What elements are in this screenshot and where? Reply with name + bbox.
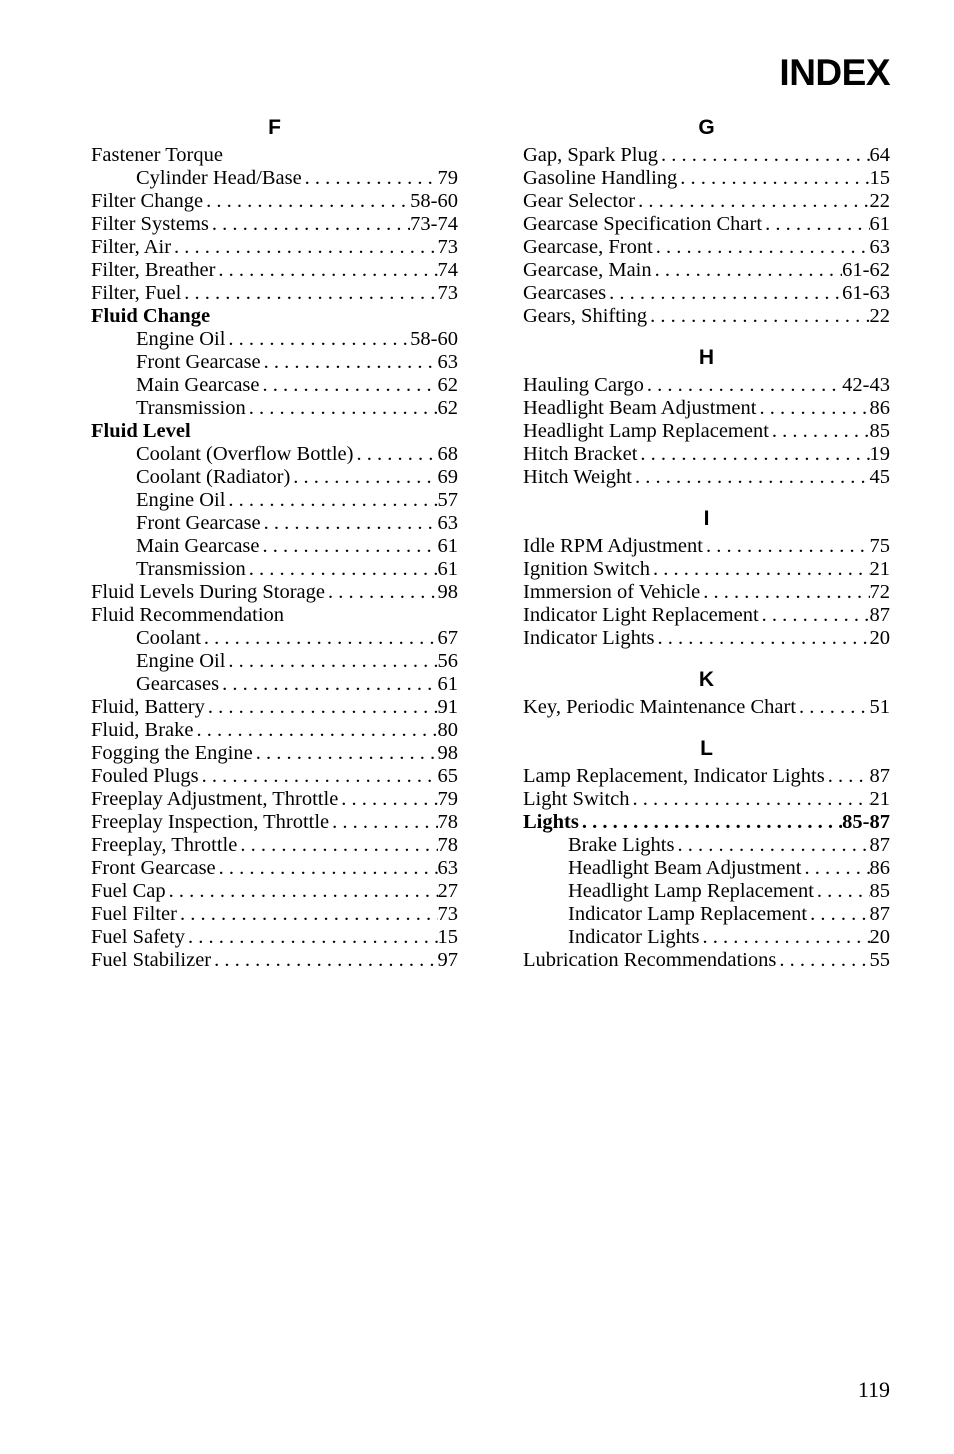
dot-leader	[302, 167, 438, 190]
entry-page: 62	[437, 374, 458, 396]
index-subentry	[91, 650, 458, 673]
entry-text: Fastener Torque	[91, 144, 223, 166]
index-subentry	[91, 328, 458, 351]
entry-text: Indicator Light Replacement	[523, 604, 759, 626]
entry-text: Cylinder Head/Base	[136, 167, 302, 189]
index-subentry	[523, 880, 890, 903]
entry-text: Main Gearcase	[136, 535, 260, 557]
index-subentry	[91, 535, 458, 558]
dot-leader	[650, 558, 870, 581]
section-letter: K	[698, 668, 715, 691]
dot-leader	[261, 351, 438, 374]
entry-text: Fluid Levels During Storage	[91, 581, 326, 603]
entry-text: Coolant (Radiator)	[136, 466, 291, 488]
index-entry	[523, 811, 890, 834]
index-entry	[523, 282, 890, 305]
entry-text: Filter, Breather	[91, 259, 216, 281]
entry-page: 73	[437, 282, 458, 304]
index-section	[523, 342, 890, 489]
dot-leader	[353, 443, 437, 466]
dot-leader	[700, 581, 869, 604]
entry-text: Gearcase Specification Chart	[523, 213, 763, 235]
entry-text: Front Gearcase	[136, 512, 261, 534]
dot-leader	[658, 144, 870, 167]
entry-page: 79	[437, 167, 458, 189]
entry-page: 22	[869, 190, 890, 212]
index-entry	[91, 880, 458, 903]
dot-leader	[338, 788, 437, 811]
entry-text: Lamp Replacement, Indicator Lights	[523, 765, 825, 787]
entry-text: Fuel Safety	[91, 926, 185, 948]
dot-leader	[629, 788, 869, 811]
index-subentry	[91, 489, 458, 512]
dot-leader	[166, 880, 438, 903]
dot-leader	[635, 190, 869, 213]
entry-page: 19	[869, 443, 890, 465]
index-entry	[91, 742, 458, 765]
index-entry	[91, 788, 458, 811]
dot-leader	[825, 765, 870, 788]
dot-leader	[246, 397, 438, 420]
entry-text: Lubrication Recommendations	[523, 949, 777, 971]
entry-page: 72	[869, 581, 890, 603]
index-entry	[523, 949, 890, 972]
index-entry	[523, 167, 890, 190]
index-entry	[523, 443, 890, 466]
entry-text: Coolant (Overflow Bottle)	[136, 443, 354, 465]
entry-page: 61-63	[842, 282, 890, 304]
entry-page: 61	[437, 673, 458, 695]
entry-text: Hitch Weight	[523, 466, 632, 488]
index-entry	[523, 397, 890, 420]
entry-text: Key, Periodic Maintenance Chart	[523, 696, 797, 718]
dot-leader	[225, 650, 437, 673]
index-entry	[523, 558, 890, 581]
entry-text: Fluid, Brake	[91, 719, 194, 741]
entry-page: 87	[869, 604, 890, 626]
entry-page: 55	[869, 949, 890, 971]
dot-leader	[329, 811, 437, 834]
entry-page: 22	[869, 305, 890, 327]
entry-text: Idle RPM Adjustment	[523, 535, 703, 557]
dot-leader	[225, 328, 410, 351]
index-subentry	[523, 834, 890, 857]
entry-page: 42-43	[842, 374, 890, 396]
index-entry	[523, 627, 890, 650]
dot-leader	[677, 167, 869, 190]
entry-text: Headlight Lamp Replacement	[523, 420, 769, 442]
dot-leader	[674, 834, 869, 857]
entry-page: 86	[869, 857, 890, 879]
index-column-left	[91, 112, 458, 972]
entry-text: Filter Systems	[91, 213, 209, 235]
entry-page: 58-60	[410, 190, 458, 212]
entry-text: Hitch Bracket	[523, 443, 638, 465]
entry-text: Filter, Air	[91, 236, 172, 258]
entry-text: Fogging the Engine	[91, 742, 253, 764]
index-section	[523, 503, 890, 650]
dot-leader	[807, 903, 869, 926]
entry-text: Fluid, Battery	[91, 696, 205, 718]
dot-leader	[246, 558, 438, 581]
entry-text: Headlight Beam Adjustment	[523, 397, 757, 419]
entry-text: Gearcases	[523, 282, 607, 304]
entry-page: 86	[869, 397, 890, 419]
index-entry	[91, 926, 458, 949]
index-entry	[91, 190, 458, 213]
entry-text: Gearcase, Main	[523, 259, 652, 281]
dot-leader	[260, 374, 438, 397]
index-entry	[91, 696, 458, 719]
index-subentry	[91, 466, 458, 489]
index-section	[523, 112, 890, 328]
dot-leader	[647, 305, 869, 328]
entry-text: Lights	[523, 811, 579, 833]
entry-text: Transmission	[136, 397, 246, 419]
entry-text: Immersion of Vehicle	[523, 581, 701, 603]
entry-text: Transmission	[136, 558, 246, 580]
dot-leader	[762, 213, 869, 236]
dot-leader	[290, 466, 437, 489]
index-subentry	[91, 558, 458, 581]
entry-page: 21	[869, 788, 890, 810]
entry-page: 85	[869, 420, 890, 442]
entry-page: 80	[437, 719, 458, 741]
entry-text: Fuel Stabilizer	[91, 949, 212, 971]
index-subentry	[523, 926, 890, 949]
dot-leader	[801, 857, 869, 880]
entry-text: Fluid Change	[91, 305, 211, 327]
index-entry	[523, 788, 890, 811]
entry-page: 15	[869, 167, 890, 189]
index-entry	[523, 236, 890, 259]
entry-text: Gears, Shifting	[523, 305, 648, 327]
entry-page: 69	[437, 466, 458, 488]
index-entry	[523, 144, 890, 167]
index-subentry	[91, 351, 458, 374]
entry-page: 15	[437, 926, 458, 948]
entry-page: 61	[869, 213, 890, 235]
section-letter: H	[698, 346, 715, 369]
entry-text: Gear Selector	[523, 190, 636, 212]
entry-text: Fuel Cap	[91, 880, 166, 902]
entry-page: 78	[437, 834, 458, 856]
entry-page: 61	[437, 535, 458, 557]
index-subentry	[91, 374, 458, 397]
entry-text: Indicator Lamp Replacement	[568, 903, 808, 925]
index-entry	[523, 765, 890, 788]
entry-page: 58-60	[410, 328, 458, 350]
index-entry	[523, 466, 890, 489]
dot-leader	[211, 949, 437, 972]
entry-text: Indicator Lights	[568, 926, 700, 948]
dot-leader	[637, 443, 869, 466]
dot-leader	[171, 236, 437, 259]
dot-leader	[199, 765, 438, 788]
section-letter: I	[703, 507, 710, 530]
dot-leader	[703, 535, 870, 558]
entry-page: 73	[437, 236, 458, 258]
entry-page: 51	[869, 696, 890, 718]
dot-leader	[655, 627, 870, 650]
entry-page: 63	[437, 857, 458, 879]
entry-text: Indicator Lights	[523, 627, 655, 649]
dot-leader	[759, 604, 870, 627]
entry-page: 87	[869, 903, 890, 925]
entry-page: 87	[869, 834, 890, 856]
entry-page: 85	[869, 880, 890, 902]
section-letter: G	[698, 116, 715, 139]
entry-page: 62	[437, 397, 458, 419]
dot-leader	[225, 489, 437, 512]
index-subentry	[91, 167, 458, 190]
index-entry	[91, 282, 458, 305]
index-entry	[91, 811, 458, 834]
entry-page: 65	[437, 765, 458, 787]
dot-leader	[325, 581, 437, 604]
page-title: INDEX	[779, 52, 890, 93]
entry-text: Headlight Lamp Replacement	[568, 880, 814, 902]
index-entry	[523, 259, 890, 282]
index-entry	[91, 604, 458, 627]
dot-leader	[209, 213, 410, 236]
index-subentry	[91, 512, 458, 535]
entry-page: 87	[869, 765, 890, 787]
index-entry	[91, 305, 458, 328]
entry-text: Hauling Cargo	[523, 374, 644, 396]
dot-leader	[644, 374, 842, 397]
entry-text: Front Gearcase	[136, 351, 261, 373]
dot-leader	[185, 926, 438, 949]
index-entry	[523, 535, 890, 558]
index-entry	[91, 144, 458, 167]
index-entry	[91, 236, 458, 259]
entry-text: Main Gearcase	[136, 374, 260, 396]
entry-page: 61-62	[842, 259, 890, 281]
index-entry	[523, 604, 890, 627]
entry-page: 98	[437, 581, 458, 603]
entry-text: Headlight Beam Adjustment	[568, 857, 802, 879]
dot-leader	[253, 742, 438, 765]
dot-leader	[652, 259, 843, 282]
index-entry	[523, 190, 890, 213]
entry-page: 20	[869, 627, 890, 649]
index-entry	[523, 581, 890, 604]
index-entry	[91, 581, 458, 604]
index-section	[523, 664, 890, 719]
entry-page: 98	[437, 742, 458, 764]
entry-page: 63	[437, 512, 458, 534]
entry-text: Ignition Switch	[523, 558, 650, 580]
dot-leader	[194, 719, 438, 742]
entry-text: Filter, Fuel	[91, 282, 182, 304]
index-subentry	[523, 857, 890, 880]
index-entry	[523, 213, 890, 236]
index-subentry	[91, 673, 458, 696]
dot-leader	[219, 673, 437, 696]
index-entry	[91, 719, 458, 742]
dot-leader	[579, 811, 842, 834]
entry-text: Freeplay, Throttle	[91, 834, 238, 856]
index-entry	[523, 305, 890, 328]
dot-leader	[796, 696, 869, 719]
entry-page: 63	[869, 236, 890, 258]
entry-page: 85-87	[842, 811, 890, 833]
dot-leader	[203, 190, 410, 213]
entry-text: Gearcase, Front	[523, 236, 653, 258]
dot-leader	[215, 259, 437, 282]
entry-page: 75	[869, 535, 890, 557]
entry-text: Freeplay Inspection, Throttle	[91, 811, 330, 833]
entry-page: 61	[437, 558, 458, 580]
index-column-right	[523, 112, 890, 972]
dot-leader	[181, 282, 437, 305]
index-entry	[523, 696, 890, 719]
index-section	[91, 112, 458, 972]
entry-text: Front Gearcase	[91, 857, 216, 879]
entry-page: 21	[869, 558, 890, 580]
section-letter: F	[268, 116, 281, 139]
dot-leader	[261, 512, 438, 535]
entry-text: Gearcases	[136, 673, 220, 695]
entry-text: Light Switch	[523, 788, 630, 810]
entry-text: Freeplay Adjustment, Throttle	[91, 788, 339, 810]
page-number: 119	[857, 1377, 890, 1402]
entry-page: 56	[437, 650, 458, 672]
index-entry	[91, 213, 458, 236]
entry-text: Fuel Filter	[91, 903, 177, 925]
dot-leader	[216, 857, 438, 880]
entry-text: Engine Oil	[136, 328, 226, 350]
index-entry	[91, 903, 458, 926]
entry-text: Fluid Recommendation	[91, 604, 285, 626]
index-subentry	[91, 443, 458, 466]
entry-text: Fouled Plugs	[91, 765, 199, 787]
entry-page: 67	[437, 627, 458, 649]
entry-text: Gasoline Handling	[523, 167, 678, 189]
entry-page: 64	[869, 144, 890, 166]
dot-leader	[260, 535, 438, 558]
index-entry	[91, 765, 458, 788]
dot-leader	[700, 926, 870, 949]
index-entry	[91, 259, 458, 282]
entry-text: Gap, Spark Plug	[523, 144, 658, 166]
entry-page: 91	[437, 696, 458, 718]
entry-text: Filter Change	[91, 190, 204, 212]
index-entry	[523, 420, 890, 443]
entry-page: 57	[437, 489, 458, 511]
entry-text: Coolant	[136, 627, 201, 649]
dot-leader	[205, 696, 438, 719]
dot-leader	[632, 466, 870, 489]
index-entry	[91, 420, 458, 443]
entry-page: 45	[869, 466, 890, 488]
index-section	[523, 733, 890, 972]
index-entry	[523, 374, 890, 397]
entry-page: 97	[437, 949, 458, 971]
dot-leader	[653, 236, 870, 259]
index-entry	[91, 949, 458, 972]
entry-text: Engine Oil	[136, 489, 226, 511]
entry-page: 20	[869, 926, 890, 948]
entry-page: 79	[437, 788, 458, 810]
dot-leader	[201, 627, 438, 650]
entry-page: 74	[437, 259, 458, 281]
entry-page: 68	[437, 443, 458, 465]
dot-leader	[606, 282, 842, 305]
index-entry	[91, 834, 458, 857]
dot-leader	[237, 834, 437, 857]
section-letter: L	[700, 737, 713, 760]
dot-leader	[177, 903, 438, 926]
index-subentry	[523, 903, 890, 926]
dot-leader	[776, 949, 869, 972]
index-subentry	[91, 397, 458, 420]
entry-text: Brake Lights	[568, 834, 675, 856]
entry-text: Fluid Level	[91, 420, 191, 442]
entry-text: Engine Oil	[136, 650, 226, 672]
entry-page: 73	[437, 903, 458, 925]
entry-page: 27	[437, 880, 458, 902]
dot-leader	[814, 880, 870, 903]
dot-leader	[756, 397, 869, 420]
index-entry	[91, 857, 458, 880]
entry-page: 73-74	[410, 213, 458, 235]
entry-page: 63	[437, 351, 458, 373]
index-subentry	[91, 627, 458, 650]
dot-leader	[769, 420, 870, 443]
entry-page: 78	[437, 811, 458, 833]
